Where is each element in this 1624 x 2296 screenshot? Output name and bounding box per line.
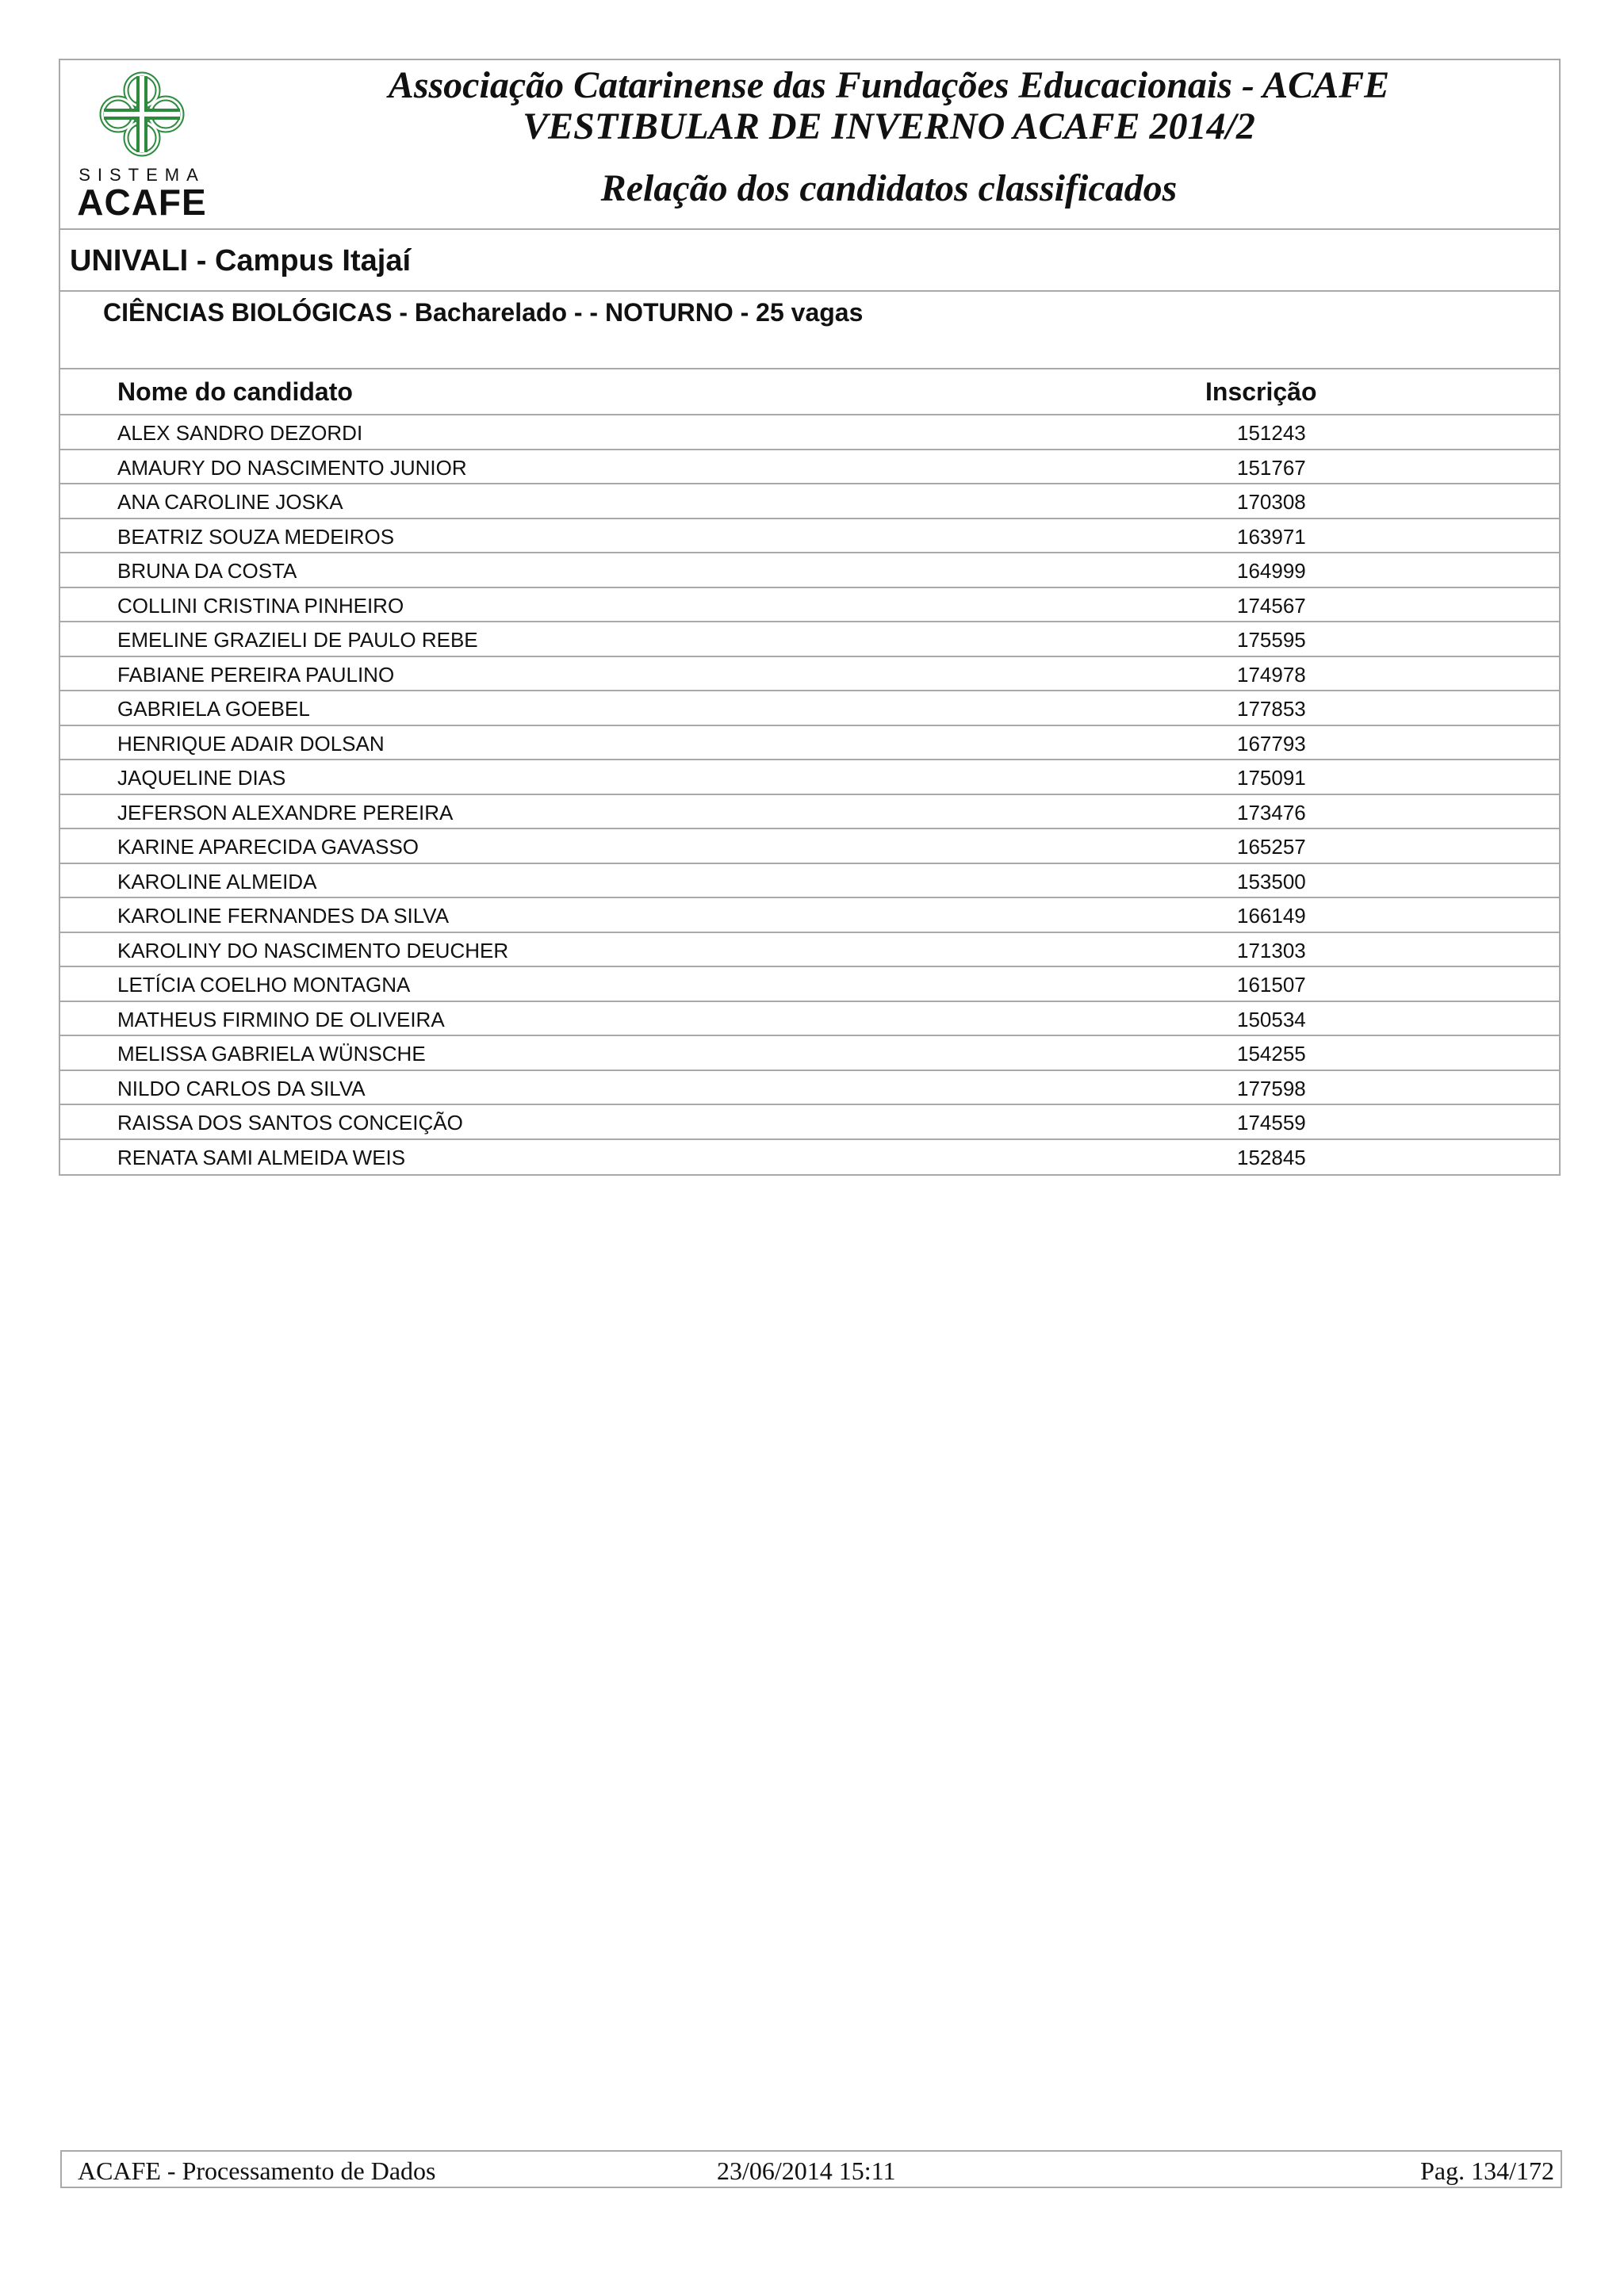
logo-acafe-text: ACAFE <box>77 182 207 223</box>
candidate-name: JAQUELINE DIAS <box>117 766 286 790</box>
table-row <box>60 829 1559 864</box>
table-row <box>60 760 1559 795</box>
candidate-name: BRUNA DA COSTA <box>117 559 297 583</box>
candidate-inscricao: 163971 <box>1237 524 1306 549</box>
candidate-inscricao: 175091 <box>1237 766 1306 790</box>
table-row <box>60 1140 1559 1175</box>
candidate-name: KAROLINE ALMEIDA <box>117 869 317 894</box>
table-row <box>60 553 1559 588</box>
course-title: CIÊNCIAS BIOLÓGICAS - Bacharelado - - NOTURNO - 25 vagas <box>103 298 864 327</box>
candidate-name: MATHEUS FIRMINO DE OLIVEIRA <box>117 1007 445 1031</box>
exam-title: VESTIBULAR DE INVERNO ACAFE 2014/2 <box>523 105 1255 147</box>
candidate-name: MELISSA GABRIELA WÜNSCHE <box>117 1042 426 1066</box>
candidate-name: RAISSA DOS SANTOS CONCEIÇÃO <box>117 1111 463 1135</box>
candidate-name: RENATA SAMI ALMEIDA WEIS <box>117 1145 406 1169</box>
candidate-inscricao: 167793 <box>1237 731 1306 756</box>
candidate-inscricao: 175595 <box>1237 628 1306 652</box>
candidate-inscricao: 151243 <box>1237 421 1306 445</box>
table-row <box>60 933 1559 968</box>
candidate-name: GABRIELA GOEBEL <box>117 697 310 721</box>
table-row <box>60 588 1559 623</box>
candidate-inscricao: 177598 <box>1237 1076 1306 1100</box>
page-footer <box>60 2150 1562 2188</box>
candidate-inscricao: 152845 <box>1237 1145 1306 1169</box>
table-row <box>60 415 1559 450</box>
candidate-inscricao: 164999 <box>1237 559 1306 583</box>
candidate-inscricao: 170308 <box>1237 490 1306 514</box>
table-row <box>60 1071 1559 1106</box>
candidate-inscricao: 173476 <box>1237 800 1306 825</box>
candidate-name: LETÍCIA COELHO MONTAGNA <box>117 973 411 997</box>
column-header-inscricao: Inscrição <box>1205 377 1317 406</box>
table-row <box>60 726 1559 761</box>
candidate-inscricao: 174559 <box>1237 1111 1306 1135</box>
candidate-inscricao: 174978 <box>1237 662 1306 687</box>
report-subtitle: Relação dos candidatos classificados <box>600 167 1178 209</box>
campus-section <box>59 230 1561 292</box>
candidate-inscricao: 154255 <box>1237 1042 1306 1066</box>
candidate-inscricao: 151767 <box>1237 455 1306 480</box>
table-row <box>60 864 1559 899</box>
table-row <box>60 1105 1559 1140</box>
candidate-inscricao: 150534 <box>1237 1007 1306 1031</box>
table-row <box>60 1036 1559 1071</box>
footer-department: ACAFE - Processamento de Dados <box>78 2156 436 2185</box>
table-row <box>60 691 1559 726</box>
candidate-name: KAROLINY DO NASCIMENTO DEUCHER <box>117 938 509 962</box>
candidate-name: ALEX SANDRO DEZORDI <box>117 421 363 445</box>
candidate-name: FABIANE PEREIRA PAULINO <box>117 662 395 687</box>
logo-sistema-text: SISTEMA <box>79 165 205 185</box>
candidate-name: BEATRIZ SOUZA MEDEIROS <box>117 524 395 549</box>
candidate-inscricao: 177853 <box>1237 697 1306 721</box>
table-row <box>60 450 1559 485</box>
footer-page-number: Pag. 134/172 <box>1420 2156 1554 2185</box>
footer-timestamp: 23/06/2014 15:11 <box>717 2156 896 2185</box>
candidate-name: KAROLINE FERNANDES DA SILVA <box>117 904 450 928</box>
org-title: Associação Catarinense das Fundações Educacionais - ACAFE <box>388 64 1390 106</box>
course-section <box>59 292 1561 369</box>
acafe-logo <box>75 68 209 223</box>
table-row <box>60 967 1559 1002</box>
table-row <box>60 898 1559 933</box>
campus-title: UNIVALI - Campus Itajaí <box>70 244 412 277</box>
candidate-inscricao: 171303 <box>1237 938 1306 962</box>
candidate-inscricao: 153500 <box>1237 869 1306 894</box>
table-row <box>60 1002 1559 1037</box>
table-row <box>60 484 1559 519</box>
candidate-name: ANA CAROLINE JOSKA <box>117 490 343 514</box>
table-row <box>60 795 1559 830</box>
candidate-name: COLLINI CRISTINA PINHEIRO <box>117 593 404 618</box>
table-row <box>60 657 1559 692</box>
candidate-name: NILDO CARLOS DA SILVA <box>117 1076 366 1100</box>
table-row <box>60 519 1559 554</box>
candidates-table <box>59 368 1561 1176</box>
candidate-name: KARINE APARECIDA GAVASSO <box>117 835 419 859</box>
candidate-inscricao: 161507 <box>1237 973 1306 997</box>
candidate-inscricao: 174567 <box>1237 593 1306 618</box>
report-header <box>59 59 1561 230</box>
table-header <box>60 369 1559 415</box>
candidate-name: JEFERSON ALEXANDRE PEREIRA <box>117 800 454 825</box>
candidate-inscricao: 166149 <box>1237 904 1306 928</box>
column-header-name: Nome do candidato <box>117 377 353 406</box>
table-row <box>60 622 1559 657</box>
candidate-name: AMAURY DO NASCIMENTO JUNIOR <box>117 455 467 480</box>
candidate-name: EMELINE GRAZIELI DE PAULO REBE <box>117 628 478 652</box>
acafe-emblem-icon <box>98 68 186 163</box>
candidate-name: HENRIQUE ADAIR DOLSAN <box>117 731 385 756</box>
candidate-inscricao: 165257 <box>1237 835 1306 859</box>
